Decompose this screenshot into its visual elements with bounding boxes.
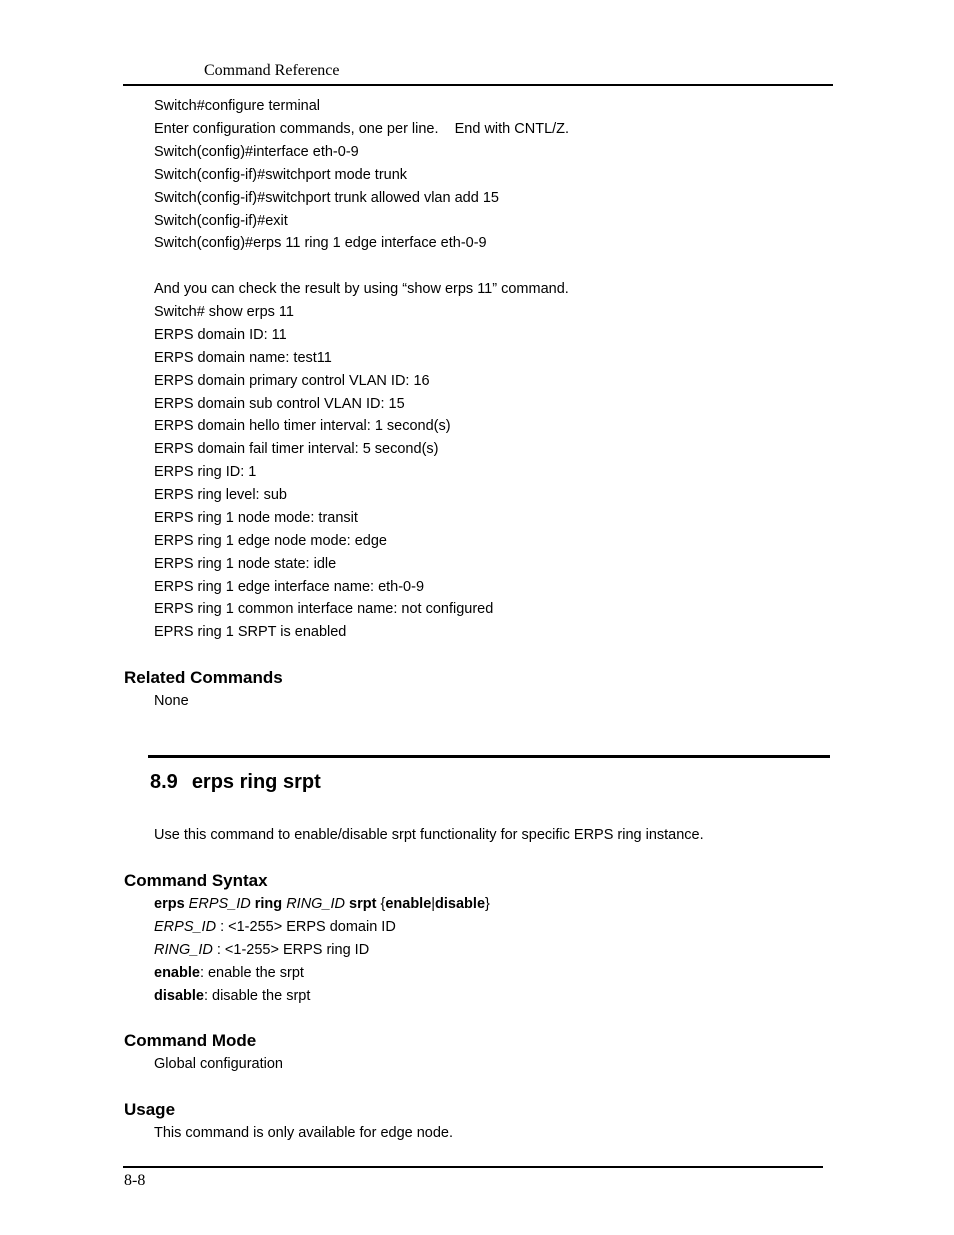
check-line: ERPS ring 1 node state: idle (154, 556, 337, 572)
param-enable-desc: : enable the srpt (199, 965, 304, 981)
syntax-pipe: | (431, 896, 436, 912)
check-line: ERPS ring 1 node mode: transit (154, 510, 358, 526)
check-line: ERPS ring 1 common interface name: not configured (154, 601, 494, 617)
syntax-param-ring-id: RING_ID (286, 896, 346, 912)
check-line: ERPS domain ID: 11 (154, 327, 287, 343)
section-title: erps ring srpt (191, 771, 321, 793)
syntax-kw-erps: erps (154, 896, 185, 912)
example-line: Switch(config-if)#exit (154, 213, 288, 229)
param-ring-id-name: RING_ID (154, 942, 213, 958)
param-disable-desc: : disable the srpt (203, 988, 311, 1004)
param-erps-id-line (154, 918, 396, 936)
section-description: Use this command to enable/disable srpt functionality for specific ERPS ring instance. (154, 827, 704, 843)
check-line: ERPS ring 1 edge interface name: eth-0-9 (154, 579, 425, 595)
param-ring-id-line (154, 941, 369, 959)
example-line: Switch(config-if)#switchport mode trunk (154, 167, 408, 183)
section-number: 8.9 (150, 771, 178, 793)
param-enable-line (154, 964, 304, 982)
check-line: Switch# show erps 11 (154, 304, 294, 320)
check-line: ERPS domain name: test11 (154, 350, 332, 366)
usage-heading: Usage (124, 1100, 176, 1119)
footer-rule (123, 1166, 823, 1168)
syntax-kw-disable: disable (435, 896, 486, 912)
example-line: Switch(config)#erps 11 ring 1 edge interface eth-0-9 (154, 235, 487, 251)
check-line: And you can check the result by using “show erps 11” command. (154, 281, 569, 297)
syntax-param-erps-id: ERPS_ID (188, 896, 251, 912)
syntax-brace-close: } (485, 896, 490, 912)
section-rule (148, 755, 830, 758)
check-line: ERPS ring level: sub (154, 487, 287, 503)
example-line: Enter configuration commands, one per line. End with CNTL/Z. (154, 121, 570, 137)
header-title: Command Reference (204, 62, 340, 79)
param-disable-name: disable (154, 988, 204, 1004)
example-line: Switch(config)#interface eth-0-9 (154, 144, 359, 160)
param-enable-name: enable (154, 965, 200, 981)
check-line: ERPS domain fail timer interval: 5 second(s) (154, 441, 439, 457)
related-commands-text: None (154, 693, 189, 709)
check-line: EPRS ring 1 SRPT is enabled (154, 624, 347, 640)
check-line: ERPS domain sub control VLAN ID: 15 (154, 396, 405, 412)
param-disable-line (154, 987, 310, 1005)
param-erps-id-name: ERPS_ID (154, 919, 217, 935)
command-syntax-heading: Command Syntax (124, 871, 268, 890)
command-mode-text: Global configuration (154, 1056, 283, 1072)
param-ring-id-desc: : <1-255> ERPS ring ID (212, 942, 370, 958)
command-mode-heading: Command Mode (124, 1031, 257, 1050)
header-rule (123, 84, 833, 86)
check-line: ERPS ring ID: 1 (154, 464, 257, 480)
section-heading (150, 770, 321, 794)
check-line: ERPS ring 1 edge node mode: edge (154, 533, 387, 549)
syntax-kw-ring: ring (254, 896, 283, 912)
usage-text: This command is only available for edge node. (154, 1125, 454, 1141)
check-line: ERPS domain hello timer interval: 1 second(s) (154, 418, 451, 434)
syntax-kw-srpt: srpt (349, 896, 377, 912)
syntax-line (154, 895, 490, 913)
check-line: ERPS domain primary control VLAN ID: 16 (154, 373, 430, 389)
page-number: 8-8 (124, 1172, 146, 1189)
syntax-kw-enable: enable (385, 896, 432, 912)
related-commands-heading: Related Commands (124, 668, 283, 687)
example-line: Switch#configure terminal (154, 98, 321, 114)
param-erps-id-desc: : <1-255> ERPS domain ID (216, 919, 396, 935)
syntax-brace-open: { (380, 896, 386, 912)
example-line: Switch(config-if)#switchport trunk allowed vlan add 15 (154, 190, 499, 206)
